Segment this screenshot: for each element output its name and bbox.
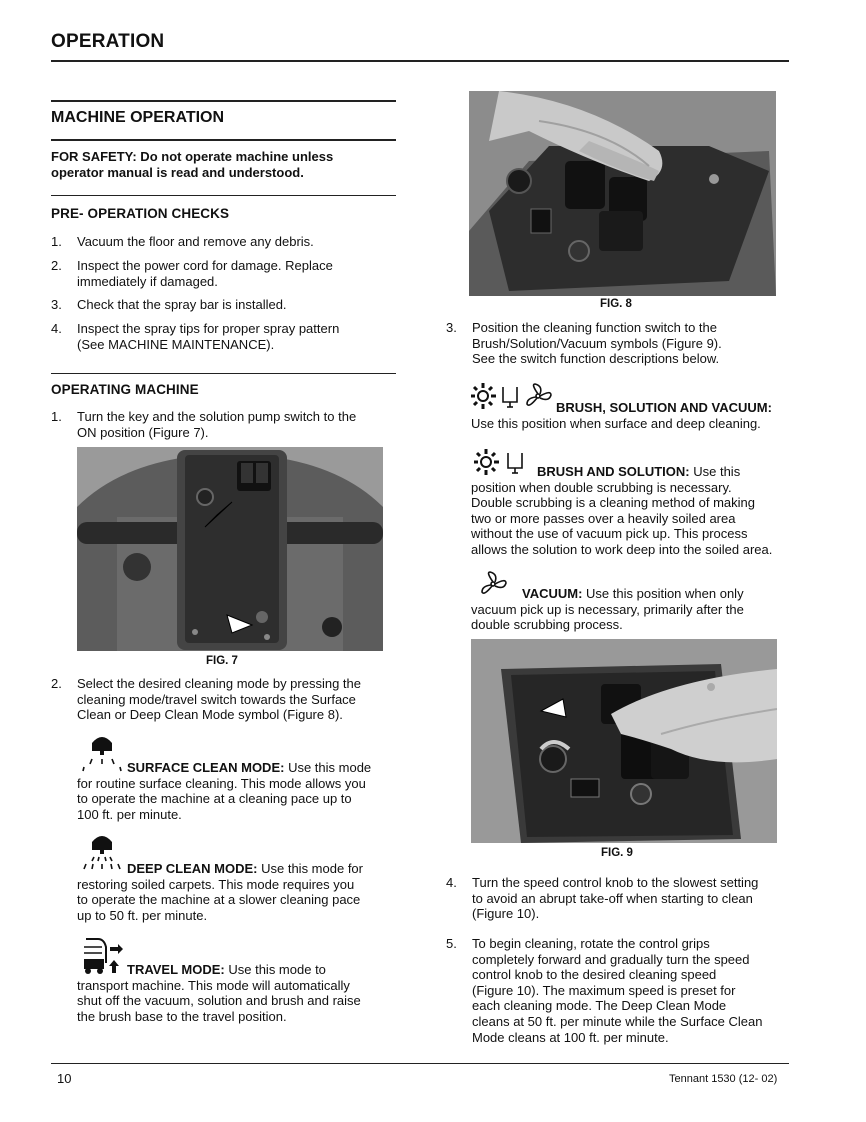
figure-9-photo xyxy=(471,639,777,843)
travel-mode-label: TRAVEL MODE: xyxy=(127,962,225,977)
header-rule xyxy=(51,60,789,62)
figure-8-photo xyxy=(469,91,776,296)
vac-label: VACUUM: xyxy=(522,586,583,601)
bsv-label: BRUSH, SOLUTION AND VACUUM: xyxy=(556,400,772,415)
footer-rule xyxy=(51,1063,789,1064)
figure-9-caption: FIG. 9 xyxy=(601,847,633,859)
preop-heading: PRE- OPERATION CHECKS xyxy=(51,206,230,221)
figure-7-caption: FIG. 7 xyxy=(206,655,238,667)
vac-text: VACUUM: Use this position when only vacuum pick up is necessary, primarily after the double scrubbing process. xyxy=(471,586,744,633)
figure-7-photo xyxy=(77,447,383,651)
surface-mode-text: SURFACE CLEAN MODE: Use this mode for routine surface cleaning. This mode allows you to operate the machine at a cleaning pace up to 100 ft. per minute. xyxy=(77,760,372,822)
section-rule-top xyxy=(51,100,396,102)
page-number: 10 xyxy=(57,1071,72,1086)
figure-8-caption: FIG. 8 xyxy=(600,298,632,310)
bs-label: BRUSH AND SOLUTION: xyxy=(537,464,690,479)
operating-rule xyxy=(51,373,396,374)
deep-mode-label: DEEP CLEAN MODE: xyxy=(127,861,258,876)
bs-text: BRUSH AND SOLUTION: Use this position when double scrubbing is necessary. Double scrubbing is a cleaning method of making two or more passes over a heavily soiled area without the use of vacuum pick up. This process allows the solution to work deep into the soiled area. xyxy=(471,464,773,557)
page-title: OPERATION xyxy=(51,31,165,52)
deep-mode-text: DEEP CLEAN MODE: Use this mode for restoring soiled carpets. This mode requires you to operate the machine at a slower cleaning pace up to 50 ft. per minute. xyxy=(77,861,363,923)
safety-note: FOR SAFETY: Do not operate machine unless operator manual is read and understood. xyxy=(51,149,334,180)
section-rule-bottom xyxy=(51,139,396,141)
travel-mode-text: TRAVEL MODE: Use this mode to transport machine. This mode will automatically shut off the vacuum, solution and brush and raise the brush base to the travel position. xyxy=(77,962,361,1024)
operating-heading: OPERATING MACHINE xyxy=(51,382,199,397)
section-title: MACHINE OPERATION xyxy=(51,109,225,126)
bsv-text: BRUSH, SOLUTION AND VACUUM: Use this position when surface and deep cleaning. xyxy=(471,400,772,431)
surface-mode-label: SURFACE CLEAN MODE: xyxy=(127,760,285,775)
document-id: Tennant 1530 (12- 02) xyxy=(669,1073,778,1085)
preop-rule xyxy=(51,195,396,196)
